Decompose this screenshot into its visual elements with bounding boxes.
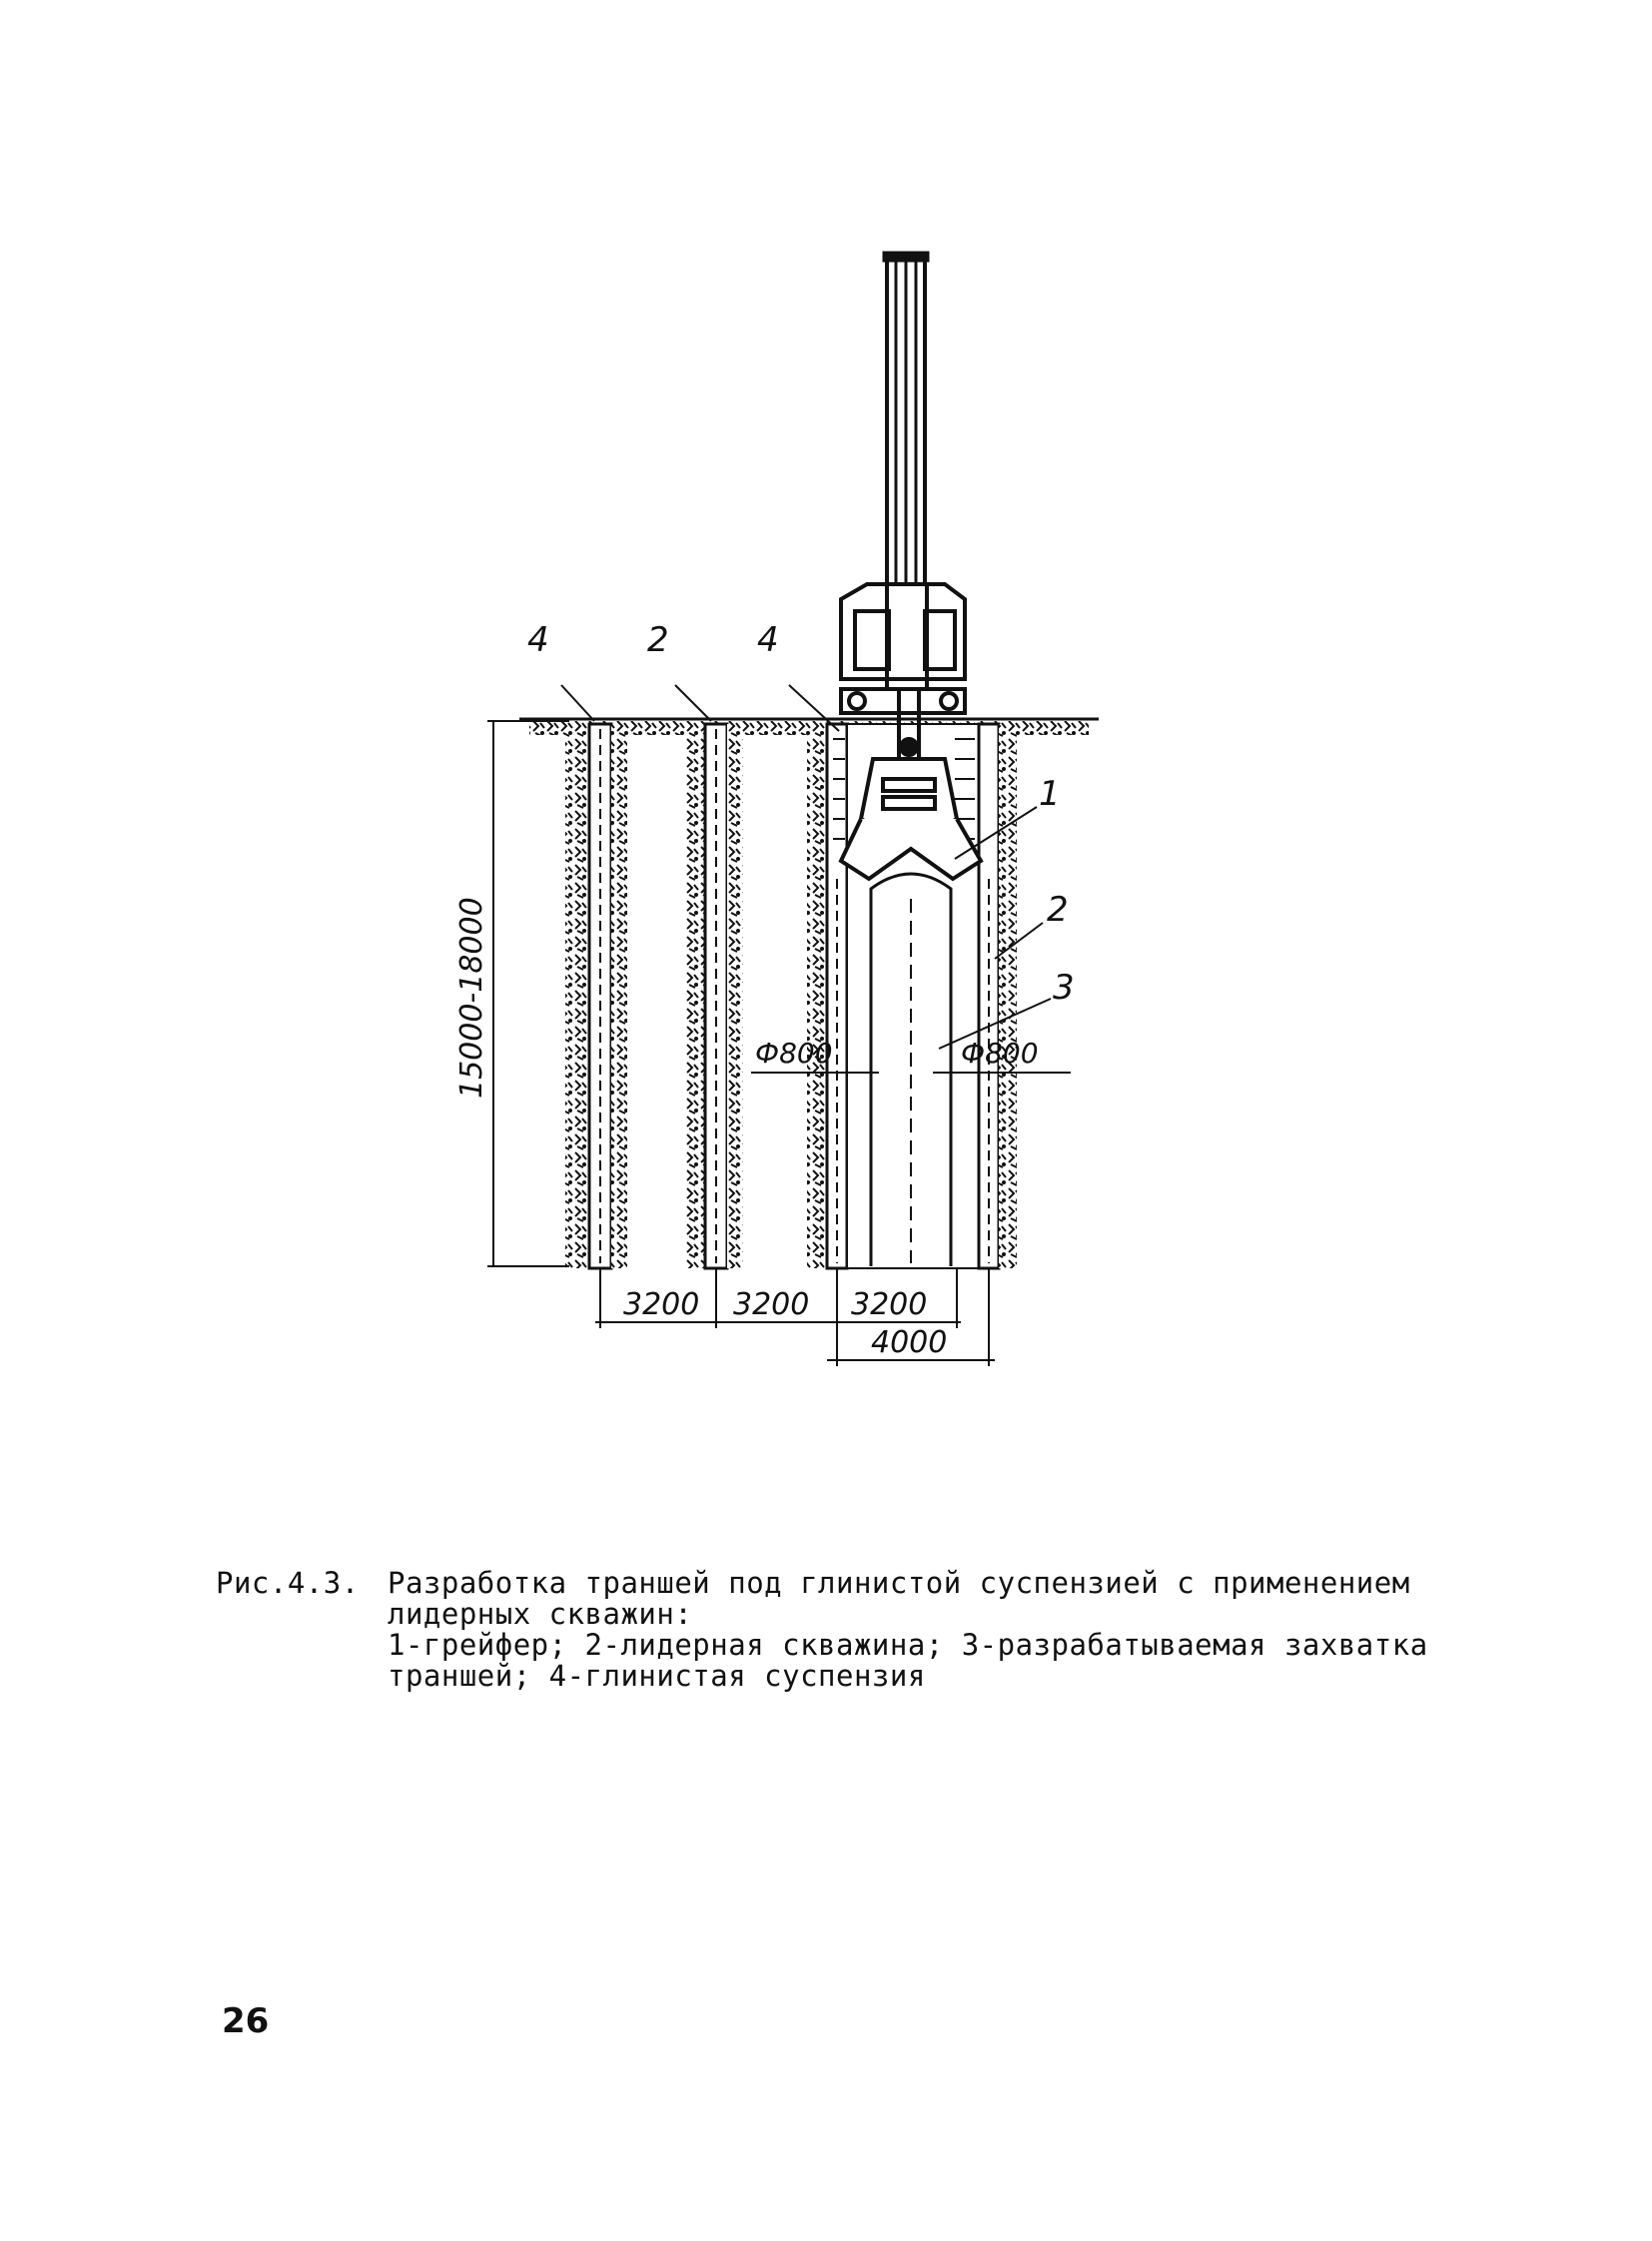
spacing-3: 3200: [851, 1287, 928, 1322]
label-4-left: 4: [527, 620, 549, 660]
label-2-left: 2: [647, 620, 669, 660]
leader-hole-1: [565, 724, 627, 1268]
crane-boom: [883, 252, 929, 614]
caption-line-1: Разработка траншей под глинистой суспензией с применением: [388, 1566, 1410, 1600]
page-number: 26: [222, 2001, 270, 2041]
figure-caption: [216, 1568, 1474, 1692]
label-2-right: 2: [1047, 890, 1069, 930]
spacing-2: 3200: [733, 1287, 810, 1322]
caption-line-3: 1-грейфер; 2-лидерная скважина; 3-разрабатываемая захватка: [388, 1628, 1428, 1662]
diameter-right: Ф800: [961, 1037, 1039, 1070]
caption-line-4: траншей; 4-глинистая суспензия: [388, 1659, 926, 1693]
spacing-4: 4000: [871, 1325, 948, 1360]
spacing-1: 3200: [623, 1287, 700, 1322]
depth-dimension: [487, 721, 569, 1266]
label-4-right: 4: [757, 620, 779, 660]
crane-cab: [841, 584, 965, 713]
diameter-left: Ф800: [755, 1037, 833, 1070]
caption-line-2: лидерных скважин:: [388, 1597, 693, 1631]
label-3: 3: [1053, 968, 1075, 1008]
label-1: 1: [1039, 774, 1061, 814]
depth-label: 15000-18000: [454, 897, 489, 1099]
caption-prefix: Рис.4.3.: [216, 1566, 360, 1600]
leader-hole-2: [685, 724, 743, 1268]
